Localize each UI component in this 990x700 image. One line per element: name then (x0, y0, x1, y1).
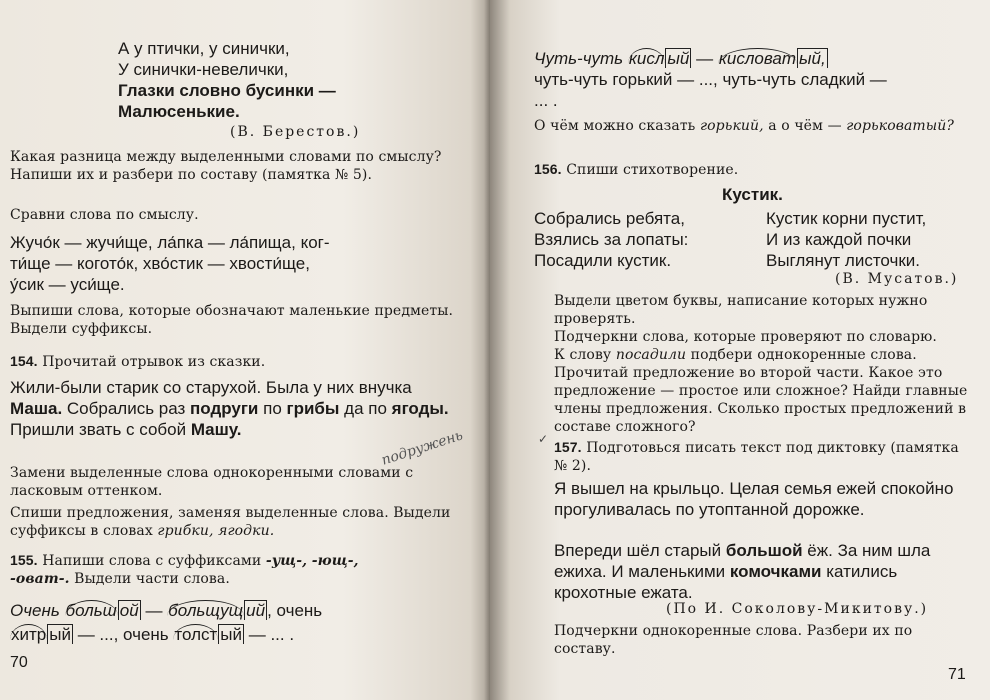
story-text: ёж. За ним шла ежиха. И маленькими (554, 541, 931, 581)
suffix-examples (534, 48, 974, 111)
poem-column-right (766, 208, 976, 271)
poem-line: Кустик корни пустит, (766, 209, 927, 228)
exercise-number: 156. (534, 161, 562, 177)
poem-line: Посадили кустик. (534, 251, 672, 270)
berestov-poem (118, 38, 478, 122)
word-text: — ..., очень (72, 625, 174, 644)
exercise-instruction: Спиши стихотворение. (566, 162, 739, 178)
poem-line: А у птички, у синички, (118, 39, 290, 58)
task-text: Подчеркни слова, которые проверяют по словарю. (554, 329, 937, 345)
word-ending: ой (119, 601, 139, 620)
italic-word: горький, (699, 118, 764, 134)
exercise-157-header (554, 438, 974, 475)
word-line: Жучо́к — жучи́ще, ла́пка — ла́пища, ког- (10, 233, 330, 252)
exercise-155-header (10, 551, 465, 588)
story-text: Жили-были старик со старухой. Была у них внучка (10, 378, 412, 397)
exercise-number: 155. (10, 552, 38, 568)
word-line: у́сик — уси́ще. (10, 275, 125, 294)
word-line (534, 48, 974, 69)
word-line: ти́ще — когото́к, хво́стик — хвости́ще, (10, 254, 310, 273)
story-text: Пришли звать с собой (10, 420, 191, 439)
word-text: Очень (10, 601, 65, 620)
story-text: катились крохотные ежата. (554, 562, 898, 602)
word-root: кисловат (718, 49, 796, 68)
task-text: Замени выделенные слова однокоренными словами с ласковым оттенком. (10, 465, 414, 499)
word-text: — (140, 601, 168, 620)
word-root: больш (65, 601, 117, 620)
pencil-check-mark: ✓ (538, 432, 549, 446)
word-ending: ый, (798, 49, 826, 68)
story-text: Впереди шёл старый (554, 541, 726, 560)
right-page (490, 0, 990, 700)
word-ending: ый (667, 49, 690, 68)
task-text: Выдели цветом буквы, написание которых нужно проверять. (554, 293, 928, 327)
word-text: , очень (267, 601, 323, 620)
task-text: Выпиши слова, которые обозначают маленькие предметы. Выдели суффиксы. (10, 303, 454, 337)
question-text (534, 117, 974, 135)
page-number: 70 (10, 654, 28, 671)
story-text: да по (339, 399, 392, 418)
word-text: — (691, 49, 718, 68)
poem-author: (В. Берестов.) (230, 124, 361, 140)
story-text: по (258, 399, 287, 418)
word-pairs (10, 232, 475, 295)
text-author: (По И. Соколову-Микитову.) (666, 601, 929, 617)
word-ending: ый (49, 625, 71, 644)
task-fragment: а о чём — (763, 118, 847, 134)
highlighted-word: ягоды. (391, 399, 449, 418)
poem-line: У синички-невелички, (118, 60, 289, 79)
word-line: чуть-чуть горький — ..., чуть-чуть сладкий — (534, 70, 887, 89)
left-page (0, 0, 490, 700)
task-text (10, 504, 465, 540)
italic-word: посадили (615, 347, 687, 363)
word-ending: ий (246, 601, 266, 620)
task-fragment: К слову (554, 347, 616, 363)
task-text: Подчеркни однокоренные слова. Разбери их по составу. (554, 623, 913, 657)
word-root: хитр (11, 625, 47, 644)
poem-line: Взялись за лопаты: (534, 230, 689, 249)
italic-word: ягодки. (213, 523, 275, 539)
highlighted-word: подруги (190, 399, 259, 418)
exercise-155-words (10, 600, 470, 645)
word-text: Чуть-чуть (534, 49, 628, 68)
italic-word: горьковатый? (846, 118, 955, 134)
task-text (554, 346, 974, 364)
word-line (10, 600, 470, 621)
task-fragment: Выдели части слова. (69, 571, 230, 587)
story-text: Собрались раз (62, 399, 191, 418)
poem-title: Кустик. (722, 185, 783, 204)
poem-line: Малюсенькие. (118, 102, 240, 121)
word-root: больщущ (168, 601, 244, 620)
task-text: Какая разница между выделенными словами по смыслу? Напиши их и разбери по составу (памятка № 5). (10, 149, 442, 183)
task-fragment: подбери однокоренные слова. (686, 347, 917, 363)
task-fragment: Напиши слова с суффиксами (42, 553, 266, 569)
fairy-tale-excerpt (10, 377, 458, 440)
highlighted-word: комочками (729, 562, 822, 581)
highlighted-word: Маша. (10, 399, 63, 418)
task-text: Прочитай предложение во второй части. Какое это предложение — простое или сложное? Найди главные члены предложения. Сколько простых предложений в составе сложного? (554, 365, 968, 435)
exercise-156-header (534, 160, 738, 179)
exercise-number: 154. (10, 353, 38, 369)
pencil-handwriting: подружень (379, 427, 465, 469)
poem-author: (В. Мусатов.) (835, 271, 959, 287)
highlighted-word: большой (725, 541, 803, 560)
word-line: ... . (534, 91, 558, 110)
poem-line: Собрались ребята, (534, 209, 685, 228)
dictation-paragraph: Я вышел на крыльцо. Целая семья ежей спокойно прогуливалась по утоптанной дорожке. (554, 479, 954, 519)
poem-column-left (534, 208, 774, 271)
suffix: -оват-. (10, 571, 70, 587)
suffix: -ющ-, (311, 553, 359, 569)
task-fragment: Спиши предложения, заменяя выделенные слова. Выдели суффиксы в словах (10, 505, 451, 539)
dictation-paragraph (554, 540, 974, 603)
page-number: 71 (948, 666, 966, 683)
task-fragment: О чём можно сказать (534, 118, 700, 134)
poem-line: Глазки словно бусинки — (118, 81, 336, 100)
highlighted-word: грибы (286, 399, 340, 418)
poem-line: Выглянут листочки. (766, 251, 921, 270)
exercise-154-header (10, 352, 265, 371)
suffix: -ущ-, (265, 553, 308, 569)
italic-word: грибки, (157, 523, 214, 539)
word-root: толст (174, 625, 218, 644)
word-line (10, 624, 470, 645)
poem-line: И из каждой почки (766, 230, 912, 249)
exercise-instruction: Подготовься писать текст под диктовку (памятка № 2). (554, 440, 959, 474)
word-ending: ый (220, 625, 243, 644)
exercise-instruction: Прочитай отрывок из сказки. (42, 354, 266, 370)
task-text: Сравни слова по смыслу. (10, 207, 199, 223)
word-root: кисл (628, 49, 665, 68)
exercise-number: 157. (554, 439, 582, 455)
word-text: — ... . (244, 625, 295, 644)
highlighted-word: Машу. (190, 420, 242, 439)
